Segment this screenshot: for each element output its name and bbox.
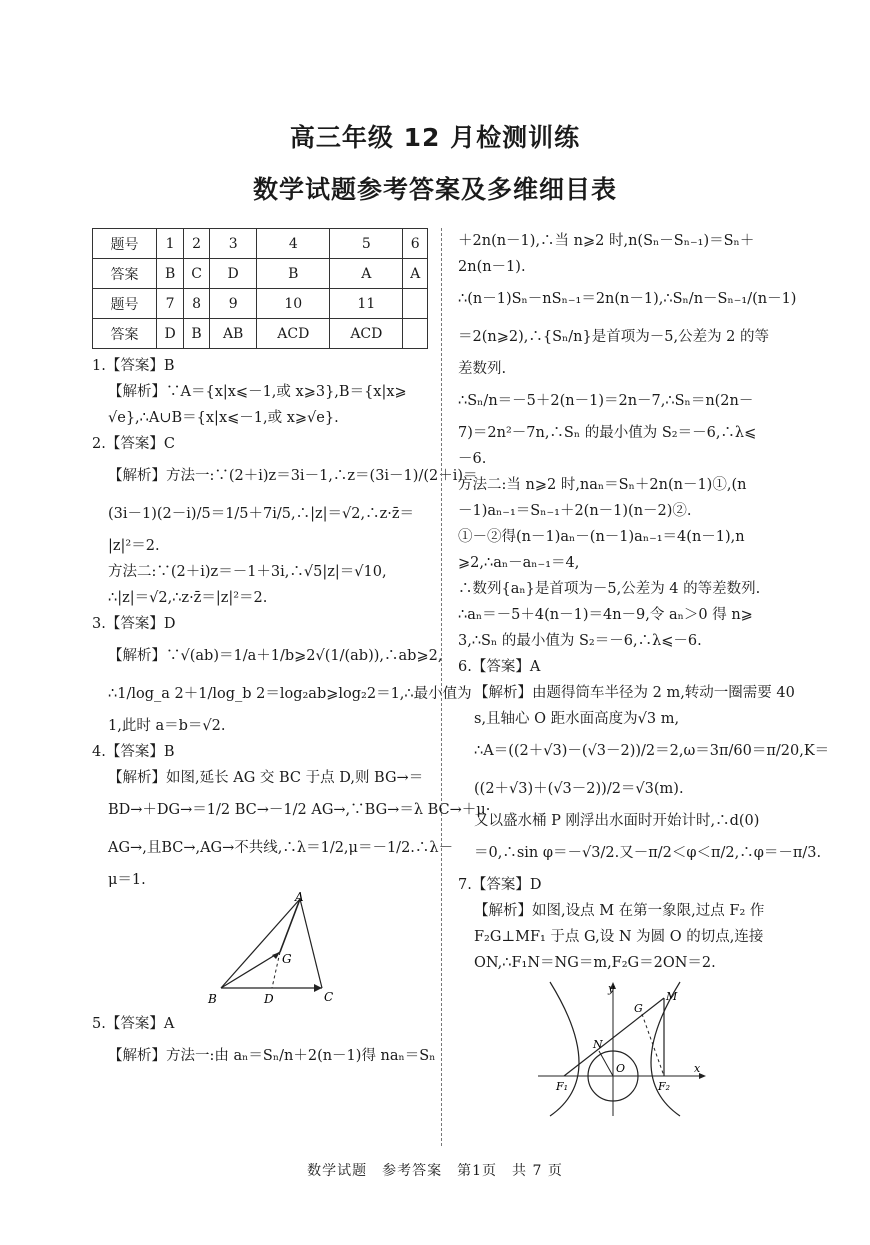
answer-table-row — [93, 259, 428, 289]
q7-solution-line: ON,∴F₁N＝NG＝m,F₂G＝2ON＝2. — [474, 955, 716, 971]
answer-table-cell: 2 — [184, 229, 210, 259]
answer-table-cell: ACD — [330, 319, 403, 349]
answer-table-cell: 答案 — [93, 259, 157, 289]
segment-gf2 — [642, 1014, 664, 1076]
q4-solution-line: BD→＋DG→＝1/2 BC→－1/2 AG→,∵BG→＝λ BC→＋μ· — [108, 802, 491, 818]
q3-solution-line: 1,此时 a＝b＝√2. — [108, 718, 226, 734]
q2-answer: 2.【答案】C — [92, 436, 175, 452]
answer-table-cell — [403, 289, 428, 319]
q5-solution-line: ∴aₙ＝－5＋4(n－1)＝4n－9,令 aₙ＞0 得 n⩾ — [458, 607, 753, 623]
answer-table-row — [93, 289, 428, 319]
q1-solution-line: √e},∴A∪B＝{x|x⩽－1,或 x⩾√e}. — [108, 410, 339, 426]
q7-answer: 7.【答案】D — [458, 877, 542, 893]
q5-solution-line: 方法二:当 n⩾2 时,naₙ＝Sₙ＋2n(n－1)①,(n — [458, 477, 747, 493]
q2-solution-line: (3i－1)(2－i)/5＝1/5＋7i/5,∴|z|＝√2,∴z·z̄＝ — [108, 506, 414, 522]
answer-table-cell: B — [257, 259, 330, 289]
answer-table-cell: B — [157, 259, 184, 289]
q2-solution-line: ∴|z|＝√2,∴z·z̄＝|z|²＝2. — [108, 590, 268, 606]
answer-table-cell: 题号 — [93, 289, 157, 319]
q5-solution-line: ＋2n(n－1),∴当 n⩾2 时,n(Sₙ－Sₙ₋₁)＝Sₙ＋ — [458, 233, 755, 249]
label-c: C — [324, 990, 334, 1004]
answer-table-cell: 7 — [157, 289, 184, 319]
answer-table-cell: 8 — [184, 289, 210, 319]
page-footer: 数学试题 参考答案 第1页 共 7 页 — [307, 1163, 563, 1179]
label-y: y — [608, 982, 615, 995]
label-f2: F₂ — [658, 1080, 671, 1093]
answer-table-cell: D — [157, 319, 184, 349]
label-x: x — [694, 1062, 701, 1075]
q1-solution-line: 【解析】∵A＝{x|x⩽－1,或 x⩾3},B＝{x|x⩾ — [108, 384, 407, 400]
answer-table-cell: 4 — [257, 229, 330, 259]
answer-table-cell: ACD — [257, 319, 330, 349]
q5-solution-line: ∴(n－1)Sₙ－nSₙ₋₁＝2n(n－1),∴Sₙ/n－Sₙ₋₁/(n－1) — [458, 291, 797, 307]
hyperbola-figure — [458, 976, 776, 1118]
q2-solution-line: |z|²＝2. — [108, 538, 160, 554]
q4-solution-line: 【解析】如图,延长 AG 交 BC 于点 D,则 BG→＝ — [108, 770, 424, 786]
q5-solution-line: ∴Sₙ/n＝－5＋2(n－1)＝2n－7,∴Sₙ＝n(2n－ — [458, 393, 754, 409]
triangle-figure — [92, 890, 430, 1011]
q5-answer: 5.【答案】A — [92, 1016, 175, 1032]
answer-table-cell: 题号 — [93, 229, 157, 259]
edge-ac — [300, 899, 322, 988]
label-g: G — [634, 1002, 643, 1015]
segment-on — [599, 1051, 613, 1076]
q4-answer: 4.【答案】B — [92, 744, 175, 760]
page-subtitle: 数学试题参考答案及多维细目表 — [252, 175, 617, 204]
q3-solution-line: ∴1/log_a 2＋1/log_b 2＝log₂ab⩾log₂2＝1,∴最小值为 — [108, 686, 472, 702]
answer-table-cell — [403, 319, 428, 349]
answer-table-cell: A — [330, 259, 403, 289]
label-f1: F₁ — [556, 1080, 569, 1093]
q4-solution-line: AG→,且BC→,AG→不共线,∴λ＝1/2,μ＝－1/2.∴λ－ — [108, 840, 454, 856]
answer-table-cell: C — [184, 259, 210, 289]
answer-table-cell: AB — [210, 319, 257, 349]
column-divider — [441, 228, 442, 1146]
label-m: M — [666, 990, 678, 1003]
hyperbola-left-branch — [550, 982, 579, 1116]
label-a: A — [295, 890, 304, 904]
q6-answer: 6.【答案】A — [458, 659, 541, 675]
answer-table-cell: 9 — [210, 289, 257, 319]
q5-solution-line: 3,∴Sₙ 的最小值为 S₂＝－6,∴λ⩽－6. — [458, 633, 702, 649]
answer-table-cell: 6 — [403, 229, 428, 259]
label-d: D — [264, 992, 274, 1006]
answer-table-row — [93, 229, 428, 259]
answer-table — [92, 228, 428, 349]
q6-solution-line: ∴A＝((2＋√3)－(√3－2))/2＝2,ω＝3π/60＝π/20,K＝ — [474, 743, 830, 759]
q6-solution-line: ＝0,∴sin φ＝－√3/2.又－π/2＜φ＜π/2,∴φ＝－π/3. — [474, 845, 822, 861]
label-b: B — [208, 992, 217, 1006]
answer-table-cell: D — [210, 259, 257, 289]
answer-table-cell: 11 — [330, 289, 403, 319]
q6-solution-line: 【解析】由题得筒车半径为 2 m,转动一圈需要 40 — [474, 685, 795, 701]
q5-solution-line: －1)aₙ₋₁＝Sₙ₋₁＋2(n－1)(n－2)②. — [458, 503, 692, 519]
label-n: N — [593, 1038, 603, 1051]
label-o: O — [616, 1062, 626, 1075]
q5-solution-line: 2n(n－1). — [458, 259, 526, 275]
q7-solution-line: 【解析】如图,设点 M 在第一象限,过点 F₂ 作 — [474, 903, 765, 919]
q7-solution-line: F₂G⊥MF₁ 于点 G,设 N 为圆 O 的切点,连接 — [474, 929, 764, 945]
answer-table-cell: A — [403, 259, 428, 289]
q5-solution-line: 7)＝2n²－7n,∴Sₙ 的最小值为 S₂＝－6,∴λ⩽ — [458, 425, 757, 441]
q1-answer: 1.【答案】B — [92, 358, 175, 374]
vector-ag — [280, 899, 300, 952]
q6-solution-line: s,且轴心 O 距水面高度为√3 m, — [474, 711, 680, 727]
vector-bg — [221, 952, 280, 988]
q5-solution-line: ∴数列{aₙ}是首项为－5,公差为 4 的等差数列. — [458, 581, 761, 597]
q5-solution-line: ①－②得(n－1)aₙ－(n－1)aₙ₋₁＝4(n－1),n — [458, 529, 745, 545]
q5-solution-line: 【解析】方法一:由 aₙ＝Sₙ/n＋2(n－1)得 naₙ＝Sₙ — [108, 1048, 436, 1064]
page-title: 高三年级 12 月检测训练 — [289, 123, 581, 152]
q5-solution-line: ＝2(n⩾2),∴{Sₙ/n}是首项为－5,公差为 2 的等 — [458, 329, 770, 345]
right-column — [458, 228, 830, 1118]
answer-table-row — [93, 319, 428, 349]
answer-table-cell: 1 — [157, 229, 184, 259]
q6-solution-line: 又以盛水桶 P 刚浮出水面时开始计时,∴d(0) — [474, 813, 760, 829]
q5-solution-line: ⩾2,∴aₙ－aₙ₋₁＝4, — [458, 555, 580, 571]
q2-solution-line: 【解析】方法一:∵(2＋i)z＝3i－1,∴z＝(3i－1)/(2＋i)＝ — [108, 468, 478, 484]
q2-solution-line: 方法二:∵(2＋i)z＝－1＋3i,∴√5|z|＝√10, — [108, 564, 387, 580]
answer-table-cell: 3 — [210, 229, 257, 259]
line-f1m — [564, 998, 664, 1076]
answer-table-cell: 答案 — [93, 319, 157, 349]
answer-table-cell: 5 — [330, 229, 403, 259]
q4-solution-line: μ＝1. — [108, 872, 146, 888]
answer-table-cell: 10 — [257, 289, 330, 319]
answer-table-cell: B — [184, 319, 210, 349]
edge-ba — [221, 899, 300, 988]
q5-solution-line: －6. — [458, 451, 487, 467]
q6-solution-line: ((2＋√3)＋(√3－2))/2＝√3(m). — [474, 781, 684, 797]
label-g: G — [282, 952, 292, 966]
q5-solution-line: 差数列. — [458, 361, 507, 377]
q3-answer: 3.【答案】D — [92, 616, 176, 632]
q3-solution-line: 【解析】∵√(ab)＝1/a＋1/b⩾2√(1/(ab)),∴ab⩾2, — [108, 648, 443, 664]
